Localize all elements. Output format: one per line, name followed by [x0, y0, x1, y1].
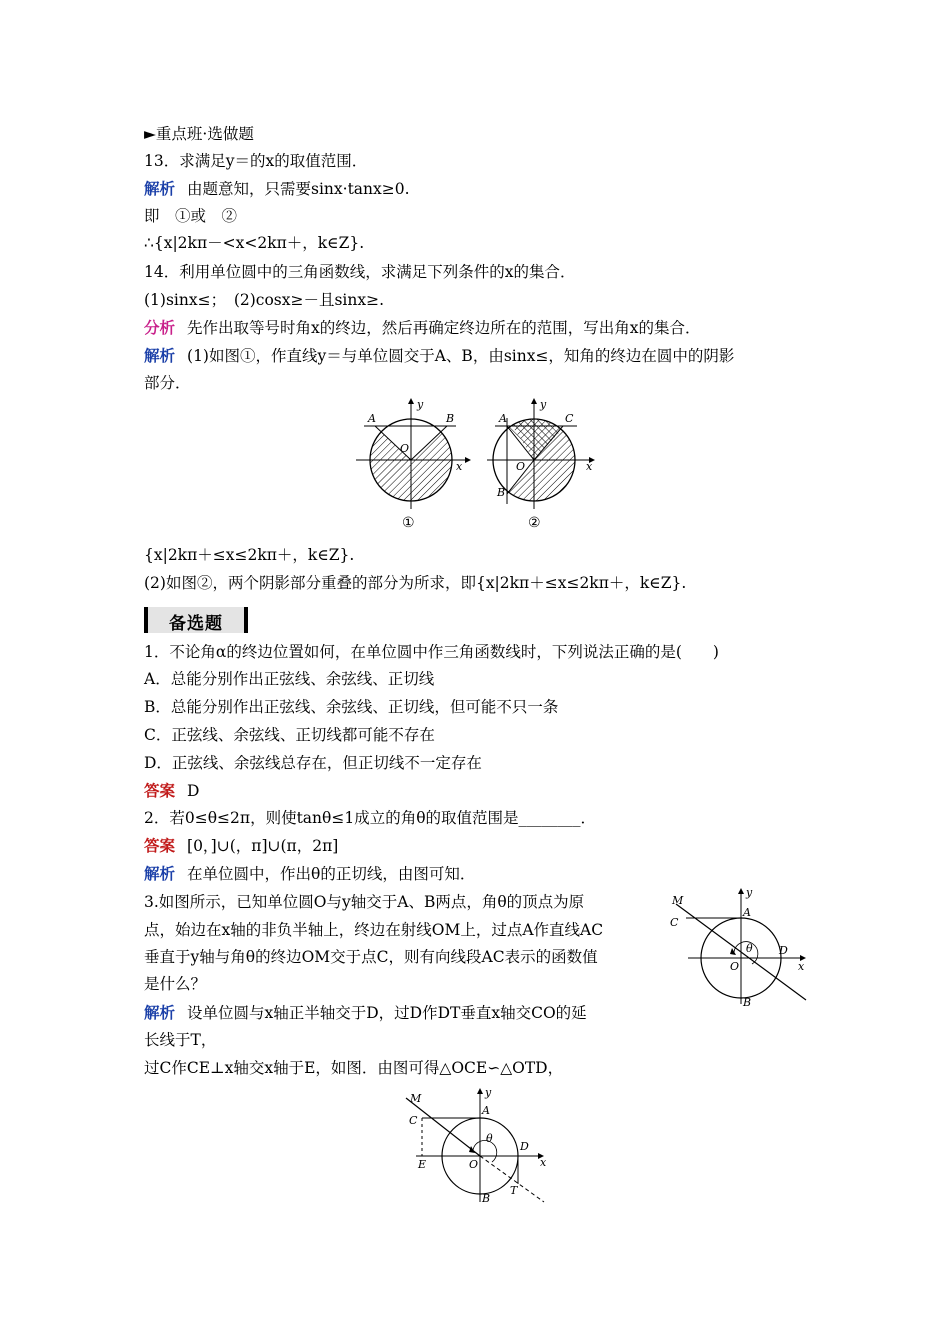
q14-result-1: {x|2kπ＋≤x≤2kπ＋，k∈Z}.	[144, 546, 355, 564]
q14-question: 14．利用单位圆中的三角函数线，求满足下列条件的x的集合．	[144, 263, 576, 281]
b1-option-d: D．正弦线、余弦线总存在，但正切线不一定存在	[144, 754, 482, 772]
b1-option-b: B．总能分别作出正弦线、余弦线、正切线，但可能不只一条	[144, 698, 559, 716]
section-title-box	[144, 607, 248, 633]
b1-question: 1．不论角α的终边位置如何，在单位圆中作三角函数线时，下列说法正确的是( )	[144, 643, 719, 661]
q13-result: ∴{x|2kπ－<x<2kπ＋，k∈Z}.	[144, 234, 365, 252]
label-C: C	[670, 916, 679, 929]
b1-option-a: A．总能分别作出正弦线、余弦线、正切线	[144, 670, 435, 688]
label-A: A	[499, 412, 507, 425]
label-y: y	[485, 1086, 492, 1099]
label-T: T	[510, 1184, 518, 1197]
answer-label: 答案	[144, 782, 176, 800]
b1-answer-value: D	[187, 782, 200, 800]
label-A: A	[368, 412, 376, 425]
b3-analysis-line-1: 设单位圆与x轴正半轴交于D，过D作DT垂直x轴交CO的延	[187, 1004, 587, 1022]
label-B: B	[497, 486, 506, 499]
b2-question: 2．若0≤θ≤2π，则使tanθ≤1成立的角θ的取值范围是________．	[144, 809, 597, 827]
label-B: B	[743, 996, 752, 1008]
q13-line2: 即 ①或 ②	[144, 207, 238, 225]
q14-conditions: (1)sinx≤； (2)cosx≥－且sinx≥.	[144, 291, 385, 309]
label-theta: θ	[486, 1132, 493, 1145]
label-O: O	[469, 1158, 479, 1171]
unit-circle-figure-4	[404, 1084, 554, 1206]
label-y: y	[540, 398, 547, 411]
label-D: D	[779, 944, 788, 957]
section-title: 备选题	[169, 614, 223, 634]
unit-circle-figure-1	[352, 396, 472, 512]
b2-analysis-text: 在单位圆中，作出θ的正切线，由图可知．	[187, 865, 476, 883]
section-header: ►重点班·选做题	[144, 125, 254, 143]
q14-fenxi	[144, 318, 701, 338]
b3-question-line-2: 点，始边在x轴的非负半轴上，终边在射线OM上，过点A作直线AC	[144, 921, 604, 939]
label-C: C	[409, 1114, 418, 1127]
label-B: B	[446, 412, 455, 425]
q14-analysis-text-1: (1)如图①，作直线y＝与单位圆交于A、B，由sinx≤，知角的终边在圆中的阴影	[187, 347, 735, 365]
q14-result-2: (2)如图②，两个阴影部分重叠的部分为所求，即{x|2kπ＋≤x≤2kπ＋，k∈Z}.	[144, 574, 687, 592]
label-x: x	[586, 460, 593, 473]
b3-analysis	[144, 1003, 587, 1023]
b3-question-line-3: 垂直于y轴与角θ的终边OM交于点C，则有向线段AC表示的函数值	[144, 948, 598, 966]
label-C: C	[565, 412, 574, 425]
unit-circle-figure-2	[485, 396, 597, 512]
label-E: E	[418, 1158, 427, 1171]
b1-answer	[144, 781, 199, 801]
analysis-label: 解析	[144, 865, 176, 883]
answer-label: 答案	[144, 837, 176, 855]
q13-question: 13．求满足y＝的x的取值范围．	[144, 152, 368, 170]
q14-fenxi-text: 先作出取等号时角x的终边，然后再确定终边所在的范围，写出角x的集合．	[187, 319, 701, 337]
b2-analysis	[144, 864, 475, 884]
label-y: y	[746, 886, 753, 899]
label-O: O	[516, 460, 526, 473]
label-x: x	[456, 460, 463, 473]
label-M: M	[410, 1092, 422, 1105]
label-x: x	[798, 960, 805, 973]
analysis-label: 解析	[144, 347, 176, 365]
label-x: x	[540, 1156, 547, 1169]
q13-analysis-text: 由题意知，只需要sinx·tanx≥0.	[187, 180, 410, 198]
label-y: y	[417, 398, 424, 411]
b3-question-line-4: 是什么？	[144, 975, 207, 993]
label-O: O	[400, 442, 410, 455]
figure-2-caption: ②	[528, 515, 541, 531]
analysis-label: 解析	[144, 180, 176, 198]
figure-1-caption: ①	[402, 515, 415, 531]
b2-answer	[144, 836, 338, 856]
unit-circle-figure-3	[666, 884, 812, 1008]
q14-analysis-text-2: 部分．	[144, 374, 191, 392]
b3-analysis-line-3: 过C作CE⊥x轴交x轴于E，如图．由图可得△OCE∽△OTD，	[144, 1059, 564, 1077]
label-A: A	[743, 906, 751, 919]
b3-analysis-line-2: 长线于T，	[144, 1031, 217, 1049]
b1-option-c: C．正弦线、余弦线、正切线都可能不存在	[144, 726, 435, 744]
q13-analysis	[144, 179, 410, 199]
label-M: M	[672, 894, 684, 907]
q14-analysis	[144, 346, 734, 366]
b2-answer-value: [0，]∪(，π]∪(π，2π]	[187, 837, 339, 855]
label-B: B	[482, 1192, 491, 1205]
label-theta: θ	[746, 942, 753, 955]
b3-question-line-1: 3.如图所示，已知单位圆O与y轴交于A、B两点，角θ的顶点为原	[144, 893, 585, 911]
label-D: D	[520, 1140, 529, 1153]
fenxi-label: 分析	[144, 319, 176, 337]
analysis-label: 解析	[144, 1004, 176, 1022]
label-A: A	[482, 1104, 490, 1117]
label-O: O	[730, 960, 740, 973]
